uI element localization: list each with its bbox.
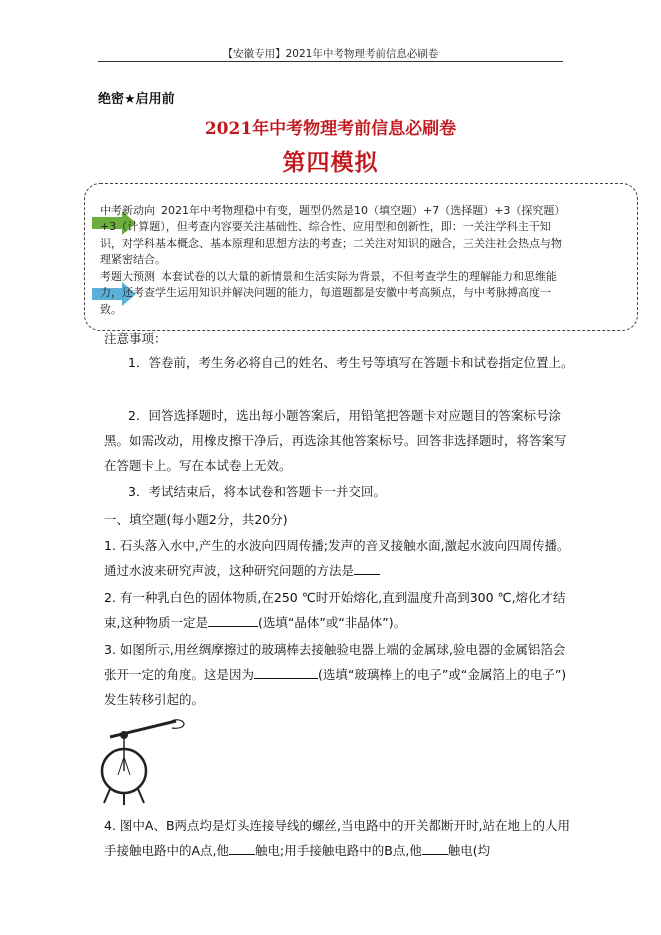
page-header: 【安徽专用】2021年中考物理考前信息必刷卷: [222, 48, 439, 60]
notice-item-2: [104, 403, 574, 478]
trend-paragraph: [100, 203, 570, 268]
answer-blank: [229, 842, 255, 855]
trend-text: 2021年中考物理稳中有变，题型仍然是10（填空题）+7（选择题）+3（探究题）+3（计算题），但考查内容要关注基础性、综合性、应用型和创新性，即：一关注学科主干知识，对学科基本概念、基本原理和思想方法的考查；二关注对知识的融合，三关注社会热点与物理紧密结合。: [100, 204, 566, 266]
question-4-text-end: 触电(均: [447, 843, 491, 858]
trend-label: 中考新动向: [100, 204, 155, 217]
header-rule: [98, 61, 563, 62]
question-2: [104, 585, 574, 635]
notice-item-3-text: 3．考试结束后，将本试卷和答题卡一并交回。: [128, 484, 386, 499]
forecast-label: 考题大预测: [100, 270, 155, 283]
exam-subtitle: 第四模拟: [282, 150, 379, 176]
answer-blank: [354, 562, 380, 575]
forecast-text: 本套试卷的以大量的新情景和生活实际为背景，不但考查学生的理解能力和思维能力，还考查学生运用知识并解决问题的能力，每道题都是安徽中考高频点，与中考脉搏高度一致。: [100, 270, 557, 316]
notice-item-3: [104, 479, 574, 504]
question-3-text-end: (选填“玻璃棒上的电子”或“金属箔上的电子”)发生转移引起的。: [104, 667, 567, 707]
notice-item-1-text: 1．答卷前，考生务必将自己的姓名、考生号等填写在答题卡和试卷指定位置上。: [128, 355, 574, 370]
forecast-paragraph: [100, 269, 570, 318]
question-2-text: 2. 有一种乳白色的固体物质,在250 ℃时开始熔化,直到温度升高到300 ℃,熔化才结束,这种物质一定是: [104, 590, 566, 630]
answer-blank: [254, 666, 318, 679]
question-4-text-mid: 触电;用手接触电路中的B点,他: [255, 843, 422, 858]
answer-blank: [422, 842, 448, 855]
question-1: [104, 533, 574, 583]
exam-title: 2021年中考物理考前信息必刷卷: [204, 119, 457, 139]
question-3-text: 3. 如图所示,用丝绸摩擦过的玻璃棒去接触验电器上端的金属球,验电器的金属铝箔会张开一定的角度。这是因为: [104, 642, 566, 682]
question-2-text-end: (选填“晶体”或“非晶体”)。: [257, 615, 407, 630]
electroscope-figure: [96, 713, 188, 813]
answer-blank: [208, 614, 258, 627]
secret-label: 绝密★启用前: [98, 92, 175, 107]
question-3: [104, 637, 574, 712]
notice-item-2-text: 2．回答选择题时，选出每小题答案后，用铅笔把答题卡对应题目的答案标号涂黑。如需改动，用橡皮擦干净后，再选涂其他答案标号。回答非选择题时，将答案写在答题卡上。写在本试卷上无效。: [104, 408, 567, 473]
question-4: [104, 813, 574, 863]
section-heading: 一、填空题(每小题2分，共20分): [104, 512, 288, 527]
question-4-text: 4. 图中A、B两点均是灯头连接导线的螺丝,当电路中的开关都断开时,站在地上的人用手接触电路中的A点,他: [104, 818, 570, 858]
question-1-text: 1. 石头落入水中,产生的水波向四周传播;发声的音叉接触水面,激起水波向四周传播。通过水波来研究声波，这种研究问题的方法是: [104, 538, 570, 578]
notice-item-1: [104, 350, 574, 375]
notice-heading: 注意事项：: [104, 331, 167, 346]
